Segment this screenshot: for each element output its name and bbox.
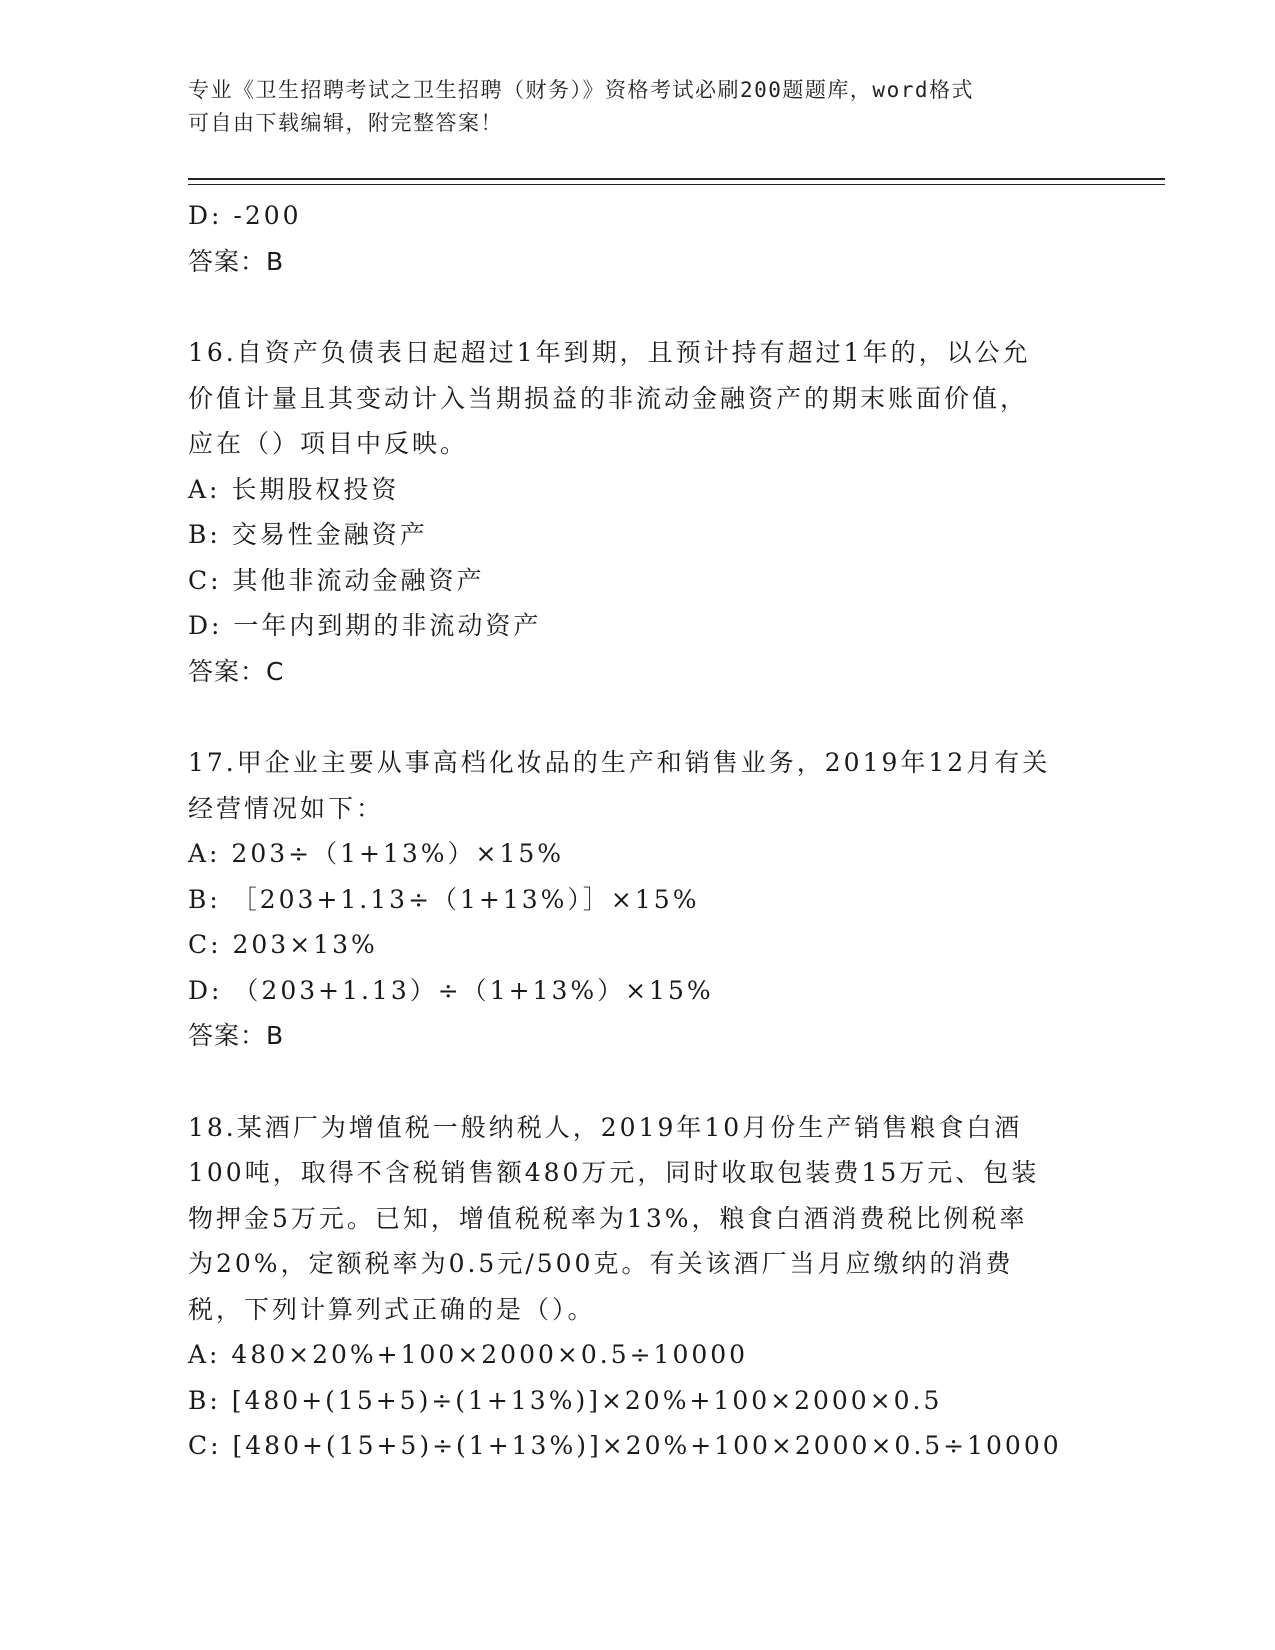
question-stem-line: 为20%，定额税率为0.5元/500克。有关该酒厂当月应缴纳的消费 bbox=[188, 1249, 1014, 1278]
question-stem-line: 税，下列计算列式正确的是（）。 bbox=[188, 1294, 596, 1324]
question-stem-line: 16.自资产负债表日起超过1年到期，且预计持有超过1年的，以公允 bbox=[188, 338, 1031, 367]
option-c: C: [480+(15+5)÷(1+13%)]×20%+100×2000×0.5÷10000 bbox=[188, 1431, 1062, 1460]
question-16 bbox=[188, 330, 1088, 694]
header-line-1: 专业《卫生招聘考试之卫生招聘（财务）》资格考试必刷200题题库，word格式 bbox=[188, 78, 974, 102]
answer: 答案：C bbox=[188, 656, 285, 686]
document-body bbox=[188, 193, 1088, 1469]
question-18 bbox=[188, 1105, 1088, 1469]
question-stem-line: 应在（）项目中反映。 bbox=[188, 429, 469, 458]
header-divider-thick bbox=[188, 178, 1165, 180]
question-stem-line: 18.某酒厂为增值税一般纳税人，2019年10月份生产销售粮食白酒 bbox=[188, 1112, 1023, 1142]
option-b: B: 交易性金融资产 bbox=[188, 520, 428, 549]
option-d: D: 一年内到期的非流动资产 bbox=[188, 611, 542, 640]
question-stem-line: 100吨，取得不含税销售额480万元，同时收取包装费15万元、包装 bbox=[188, 1158, 1040, 1187]
question-stem-line: 物押金5万元。已知，增值税税率为13%，粮食白酒消费税比例税率 bbox=[188, 1203, 1028, 1233]
option-c: C: 其他非流动金融资产 bbox=[188, 565, 485, 595]
option-d: D: （203+1.13）÷（1+13%）×15% bbox=[188, 975, 714, 1005]
option-d: D: -200 bbox=[188, 201, 302, 230]
option-b: B: ［203+1.13÷（1+13%）］×15% bbox=[188, 884, 700, 914]
question-stem-line: 价值计量且其变动计入当期损益的非流动金融资产的期末账面价值， bbox=[188, 383, 1029, 413]
option-b: B: [480+(15+5)÷(1+13%)]×20%+100×2000×0.5 bbox=[188, 1385, 943, 1415]
question-stem-line: 17.甲企业主要从事高档化妆品的生产和销售业务，2019年12月有关 bbox=[188, 748, 1051, 777]
answer: 答案：B bbox=[188, 1021, 285, 1050]
header-line-2: 可自由下载编辑，附完整答案！ bbox=[188, 111, 503, 135]
header-divider-thin bbox=[188, 184, 1165, 185]
answer: 答案：B bbox=[188, 246, 285, 276]
option-a: A: 长期股权投资 bbox=[188, 474, 400, 504]
option-a: A: 203÷（1+13%）×15% bbox=[188, 839, 565, 868]
document-header bbox=[188, 74, 1088, 140]
option-a: A: 480×20%+100×2000×0.5÷10000 bbox=[188, 1340, 749, 1369]
question-stem-line: 经营情况如下： bbox=[188, 793, 385, 823]
question-17 bbox=[188, 740, 1088, 1059]
question-15-tail bbox=[188, 193, 1088, 284]
option-c: C: 203×13% bbox=[188, 930, 378, 959]
